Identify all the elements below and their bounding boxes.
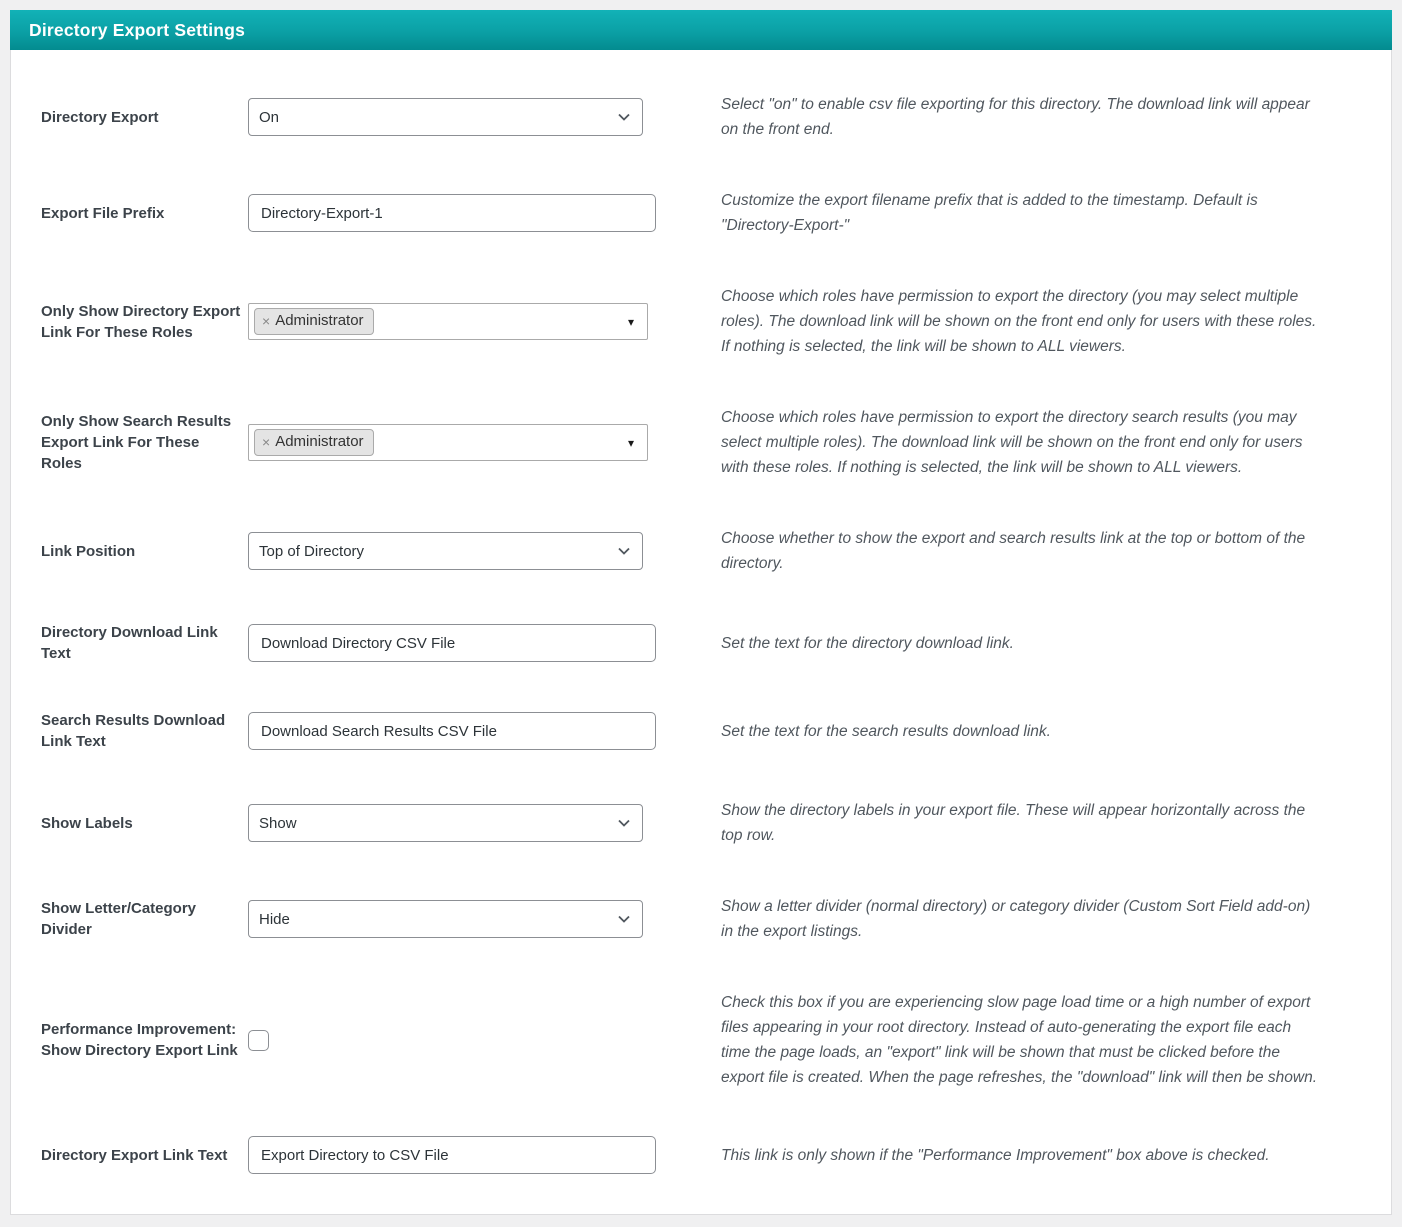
settings-form [11,50,1391,1214]
field-label: Only Show Directory Export Link For These Roles [41,302,241,341]
row-directory-download-link-text [11,622,1391,664]
field-description: Set the text for the directory download link. [721,634,1014,652]
field-description: This link is only shown if the "Performance Improvement" box above is checked. [721,1146,1270,1164]
field-description: Choose which roles have permission to export the directory search results (you may select multiple roles). The download link will be shown on the front end only for users with these roles. If nothing is selected, the link will be shown to ALL viewers. [721,409,1303,476]
row-letter-category-divider [11,894,1391,944]
row-search-results-download-link-text [11,710,1391,752]
export-file-prefix-input[interactable] [248,194,656,232]
dropdown-arrow-icon[interactable]: ▾ [627,314,634,329]
show-labels-select[interactable] [248,804,643,842]
field-description: Show a letter divider (normal directory) or category divider (Custom Sort Field add-on) in the export listings. [721,898,1311,940]
field-label: Search Results Download Link Text [41,712,226,750]
field-description: Show the directory labels in your export file. These will appear horizontally across the top row. [721,802,1306,844]
field-label: Directory Export Link Text [41,1146,228,1164]
field-description: Choose whether to show the export and search results link at the top or bottom of the directory. [721,530,1306,572]
role-tag-label: Administrator [275,433,364,450]
field-label: Performance Improvement: Show Directory Export Link [41,1021,238,1059]
search-roles-multiselect[interactable] [248,424,648,461]
row-directory-export-roles [11,284,1391,359]
row-directory-export [11,92,1391,142]
field-label: Show Letter/Category Divider [41,900,197,938]
row-performance-improvement [11,990,1391,1090]
field-label: Link Position [41,542,136,560]
panel-header [10,10,1392,50]
page-title: Directory Export Settings [29,19,246,40]
directory-roles-multiselect[interactable] [248,303,648,340]
field-label: Directory Download Link Text [41,624,218,662]
field-label: Only Show Search Results Export Link For These Roles [41,413,232,472]
field-label: Show Labels [41,814,133,832]
performance-improvement-checkbox[interactable] [248,1030,269,1051]
row-link-position [11,526,1391,576]
directory-export-link-text-input[interactable] [248,1136,656,1174]
field-description: Choose which roles have permission to export the directory (you may select multiple roles). The download link will be shown on the front end only for users with these roles. If nothing is selected, the link will be shown to ALL viewers. [721,288,1317,355]
row-directory-export-link-text [11,1136,1391,1174]
field-description: Select "on" to enable csv file exporting for this directory. The download link will appear on the front end. [721,96,1310,138]
directory-export-select[interactable] [248,98,643,136]
field-description: Customize the export filename prefix that is added to the timestamp. Default is "Directory-Export-" [721,192,1258,234]
field-label: Directory Export [41,108,159,126]
field-description: Check this box if you are experiencing slow page load time or a high number of export files appearing in your root directory. Instead of auto-generating the export file each time the page loads, an "export" link will be shown that must be clicked before the export file is created. When the page refreshes, the "download" link will then be shown. [721,994,1318,1086]
row-search-results-export-roles [11,405,1391,480]
remove-tag-icon[interactable]: × [262,434,271,450]
letter-category-divider-select[interactable] [248,900,643,938]
selected-role-tag [254,429,374,456]
role-tag-label: Administrator [275,312,364,329]
settings-panel [10,10,1392,1215]
row-show-labels [11,798,1391,848]
field-label: Export File Prefix [41,204,165,222]
row-export-file-prefix [11,188,1391,238]
link-position-select[interactable] [248,532,643,570]
selected-role-tag [254,308,374,335]
dropdown-arrow-icon[interactable]: ▾ [627,435,634,450]
search-results-download-link-text-input[interactable] [248,712,656,750]
directory-download-link-text-input[interactable] [248,624,656,662]
field-description: Set the text for the search results download link. [721,722,1051,740]
remove-tag-icon[interactable]: × [262,313,271,329]
